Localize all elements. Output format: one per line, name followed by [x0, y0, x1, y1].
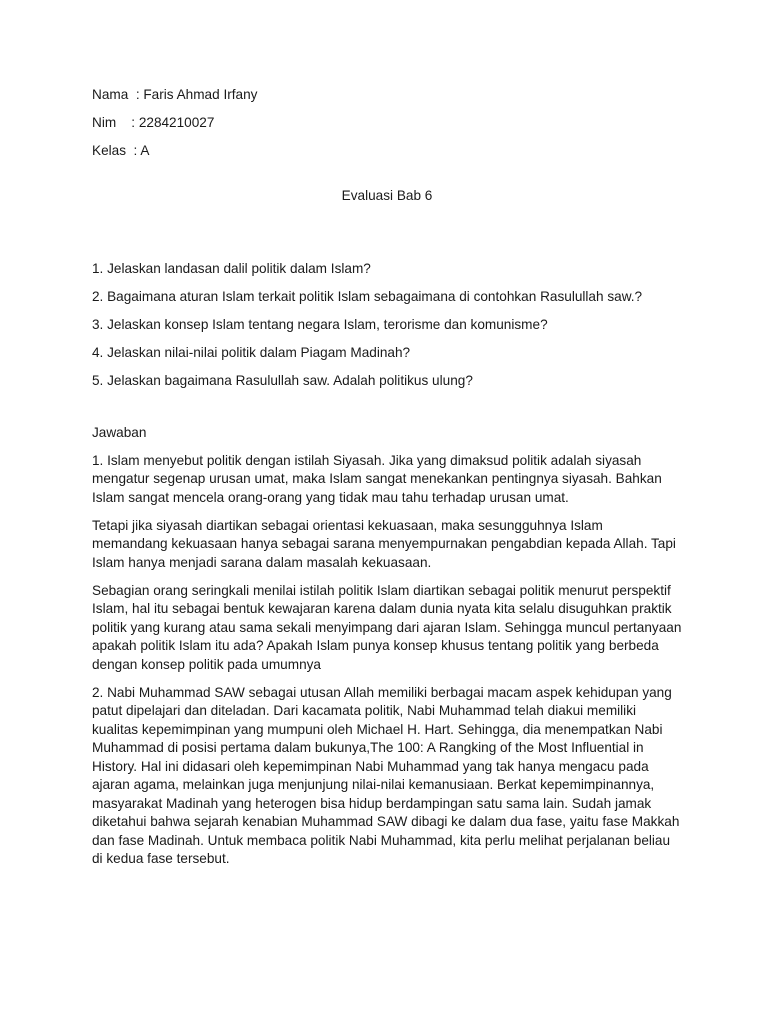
- answer-paragraph: Sebagian orang seringkali menilai istilah politik Islam diartikan sebagai politik menurut perspektif Islam, hal itu sebagai bentuk kewajaran karena dalam dunia nyata kita selalu disuguhkan praktik politik yang kurang atau sama sekali menyimpang dari ajaran Islam. Sehingga muncul pertanyaan apakah politik Islam itu ada? Apakah Islam punya konsep khusus tentang politik yang berbeda dengan konsep politik pada umumnya: [92, 582, 682, 672]
- answer-heading: Jawaban: [92, 424, 147, 440]
- student-name: Nama : Faris Ahmad Irfany: [92, 87, 258, 102]
- document-title: Evaluasi Bab 6: [341, 187, 433, 203]
- answer-paragraph: Tetapi jika siyasah diartikan sebagai orientasi kekuasaan, maka sesungguhnya Islam memandang kekuasaan hanya sebagai sarana menyempurnakan pengabdian kepada Allah. Tapi Islam hanya menjadi sarana dalam masalah kekuasaan.: [92, 517, 676, 570]
- student-id: Nim : 2284210027: [92, 115, 215, 130]
- question-item: 5. Jelaskan bagaimana Rasulullah saw. Adalah politikus ulung?: [92, 373, 473, 388]
- question-item: 1. Jelaskan landasan dalil politik dalam Islam?: [92, 261, 371, 276]
- answer-section: [92, 452, 682, 869]
- question-item: 4. Jelaskan nilai-nilai politik dalam Piagam Madinah?: [92, 345, 411, 360]
- answer-paragraph: 2. Nabi Muhammad SAW sebagai utusan Allah memiliki berbagai macam aspek kehidupan yang patut dipelajari dan diteladan. Dari kacamata politik, Nabi Muhammad telah diakui memiliki kualitas kepemimpinan yang mumpuni oleh Michael H. Hart. Sehingga, dia menempatkan Nabi Muhammad di posisi pertama dalam bukunya,The 100: A Rangking of the Most Influential in History. Hal ini didasari oleh kepemimpinan Nabi Muhammad yang tak hanya mengacu pada ajaran agama, melainkan juga menjunjung nilai-nilai kemanusiaan. Berkat kepemimpinannya, masyarakat Madinah yang heterogen bisa hidup berdampingan satu sama lain. Sudah jamak diketahui bahwa sejarah kenabian Muhammad SAW dibagi ke dalam dua fase, yaitu fase Makkah dan fase Madinah. Untuk membaca politik Nabi Muhammad, kita perlu melihat perjalanan beliau di kedua fase tersebut.: [92, 684, 680, 866]
- document-body: [92, 86, 682, 878]
- question-item: 2. Bagaimana aturan Islam terkait politik Islam sebagaimana di contohkan Rasulullah saw.?: [92, 289, 643, 304]
- question-list: [92, 260, 682, 391]
- question-item: 3. Jelaskan konsep Islam tentang negara Islam, terorisme dan komunisme?: [92, 317, 548, 332]
- answer-paragraph: 1. Islam menyebut politik dengan istilah Siyasah. Jika yang dimaksud politik adalah siyasah mengatur segenap urusan umat, maka Islam sangat menekankan pentingnya siyasah. Bahkan Islam sangat mencela orang-orang yang tidak mau tahu terhadap urusan umat.: [92, 452, 662, 505]
- student-class: Kelas : A: [92, 143, 150, 158]
